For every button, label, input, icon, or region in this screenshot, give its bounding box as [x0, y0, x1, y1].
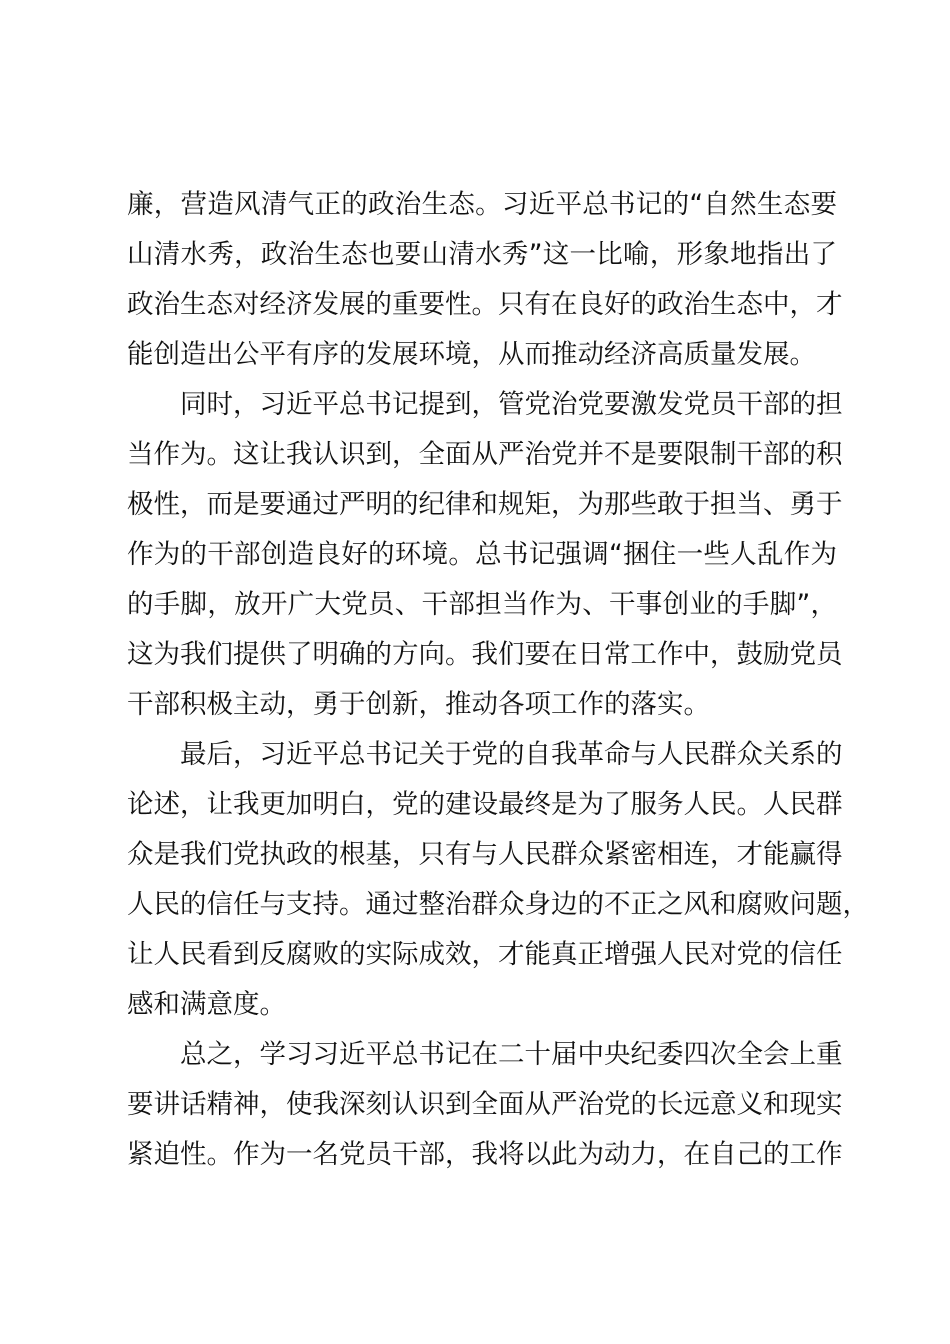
paragraph-4-line-2: 要讲话精神，使我深刻认识到全面从严治党的长远意义和现实 — [127, 1089, 843, 1120]
paragraph-2-line-5: 的手脚，放开广大党员、干部担当作为、干事创业的手脚”， — [127, 589, 837, 620]
paragraph-1-line-4: 能创造出公平有序的发展环境，从而推动经济高质量发展。 — [127, 339, 816, 370]
paragraph-1-line-3: 政治生态对经济发展的重要性。只有在良好的政治生态中，才 — [127, 289, 843, 320]
paragraph-2-line-1: 同时，习近平总书记提到，管党治党要激发党员干部的担 — [180, 389, 843, 420]
paragraph-3-line-4: 人民的信任与支持。通过整治群众身边的不正之风和腐败问题， — [127, 889, 869, 920]
paragraph-3-line-3: 众是我们党执政的根基，只有与人民群众紧密相连，才能赢得 — [127, 839, 843, 870]
paragraph-2-line-7: 干部积极主动，勇于创新，推动各项工作的落实。 — [127, 689, 710, 720]
paragraph-3-line-1: 最后，习近平总书记关于党的自我革命与人民群众关系的 — [180, 739, 843, 770]
paragraph-2-line-2: 当作为。这让我认识到，全面从严治党并不是要限制干部的积 — [127, 439, 843, 470]
paragraph-2-line-3: 极性，而是要通过严明的纪律和规矩，为那些敢于担当、勇于 — [127, 489, 843, 520]
document-body — [127, 180, 869, 1180]
paragraph-3-line-2: 论述，让我更加明白，党的建设最终是为了服务人民。人民群 — [127, 789, 843, 820]
paragraph-4-line-1: 总之，学习习近平总书记在二十届中央纪委四次全会上重 — [180, 1039, 843, 1070]
paragraph-4-line-3: 紧迫性。作为一名党员干部，我将以此为动力，在自己的工作 — [127, 1139, 843, 1170]
paragraph-1-line-2: 山清水秀，政治生态也要山清水秀”这一比喻，形象地指出了 — [127, 239, 837, 270]
paragraph-2-line-4: 作为的干部创造良好的环境。总书记强调“捆住一些人乱作为 — [127, 539, 837, 570]
paragraph-3-line-5: 让人民看到反腐败的实际成效，才能真正增强人民对党的信任 — [127, 939, 843, 970]
paragraph-3-line-6: 感和满意度。 — [127, 989, 286, 1020]
paragraph-2-line-6: 这为我们提供了明确的方向。我们要在日常工作中，鼓励党员 — [127, 639, 843, 670]
paragraph-1-line-1: 廉，营造风清气正的政治生态。习近平总书记的“自然生态要 — [127, 189, 837, 220]
